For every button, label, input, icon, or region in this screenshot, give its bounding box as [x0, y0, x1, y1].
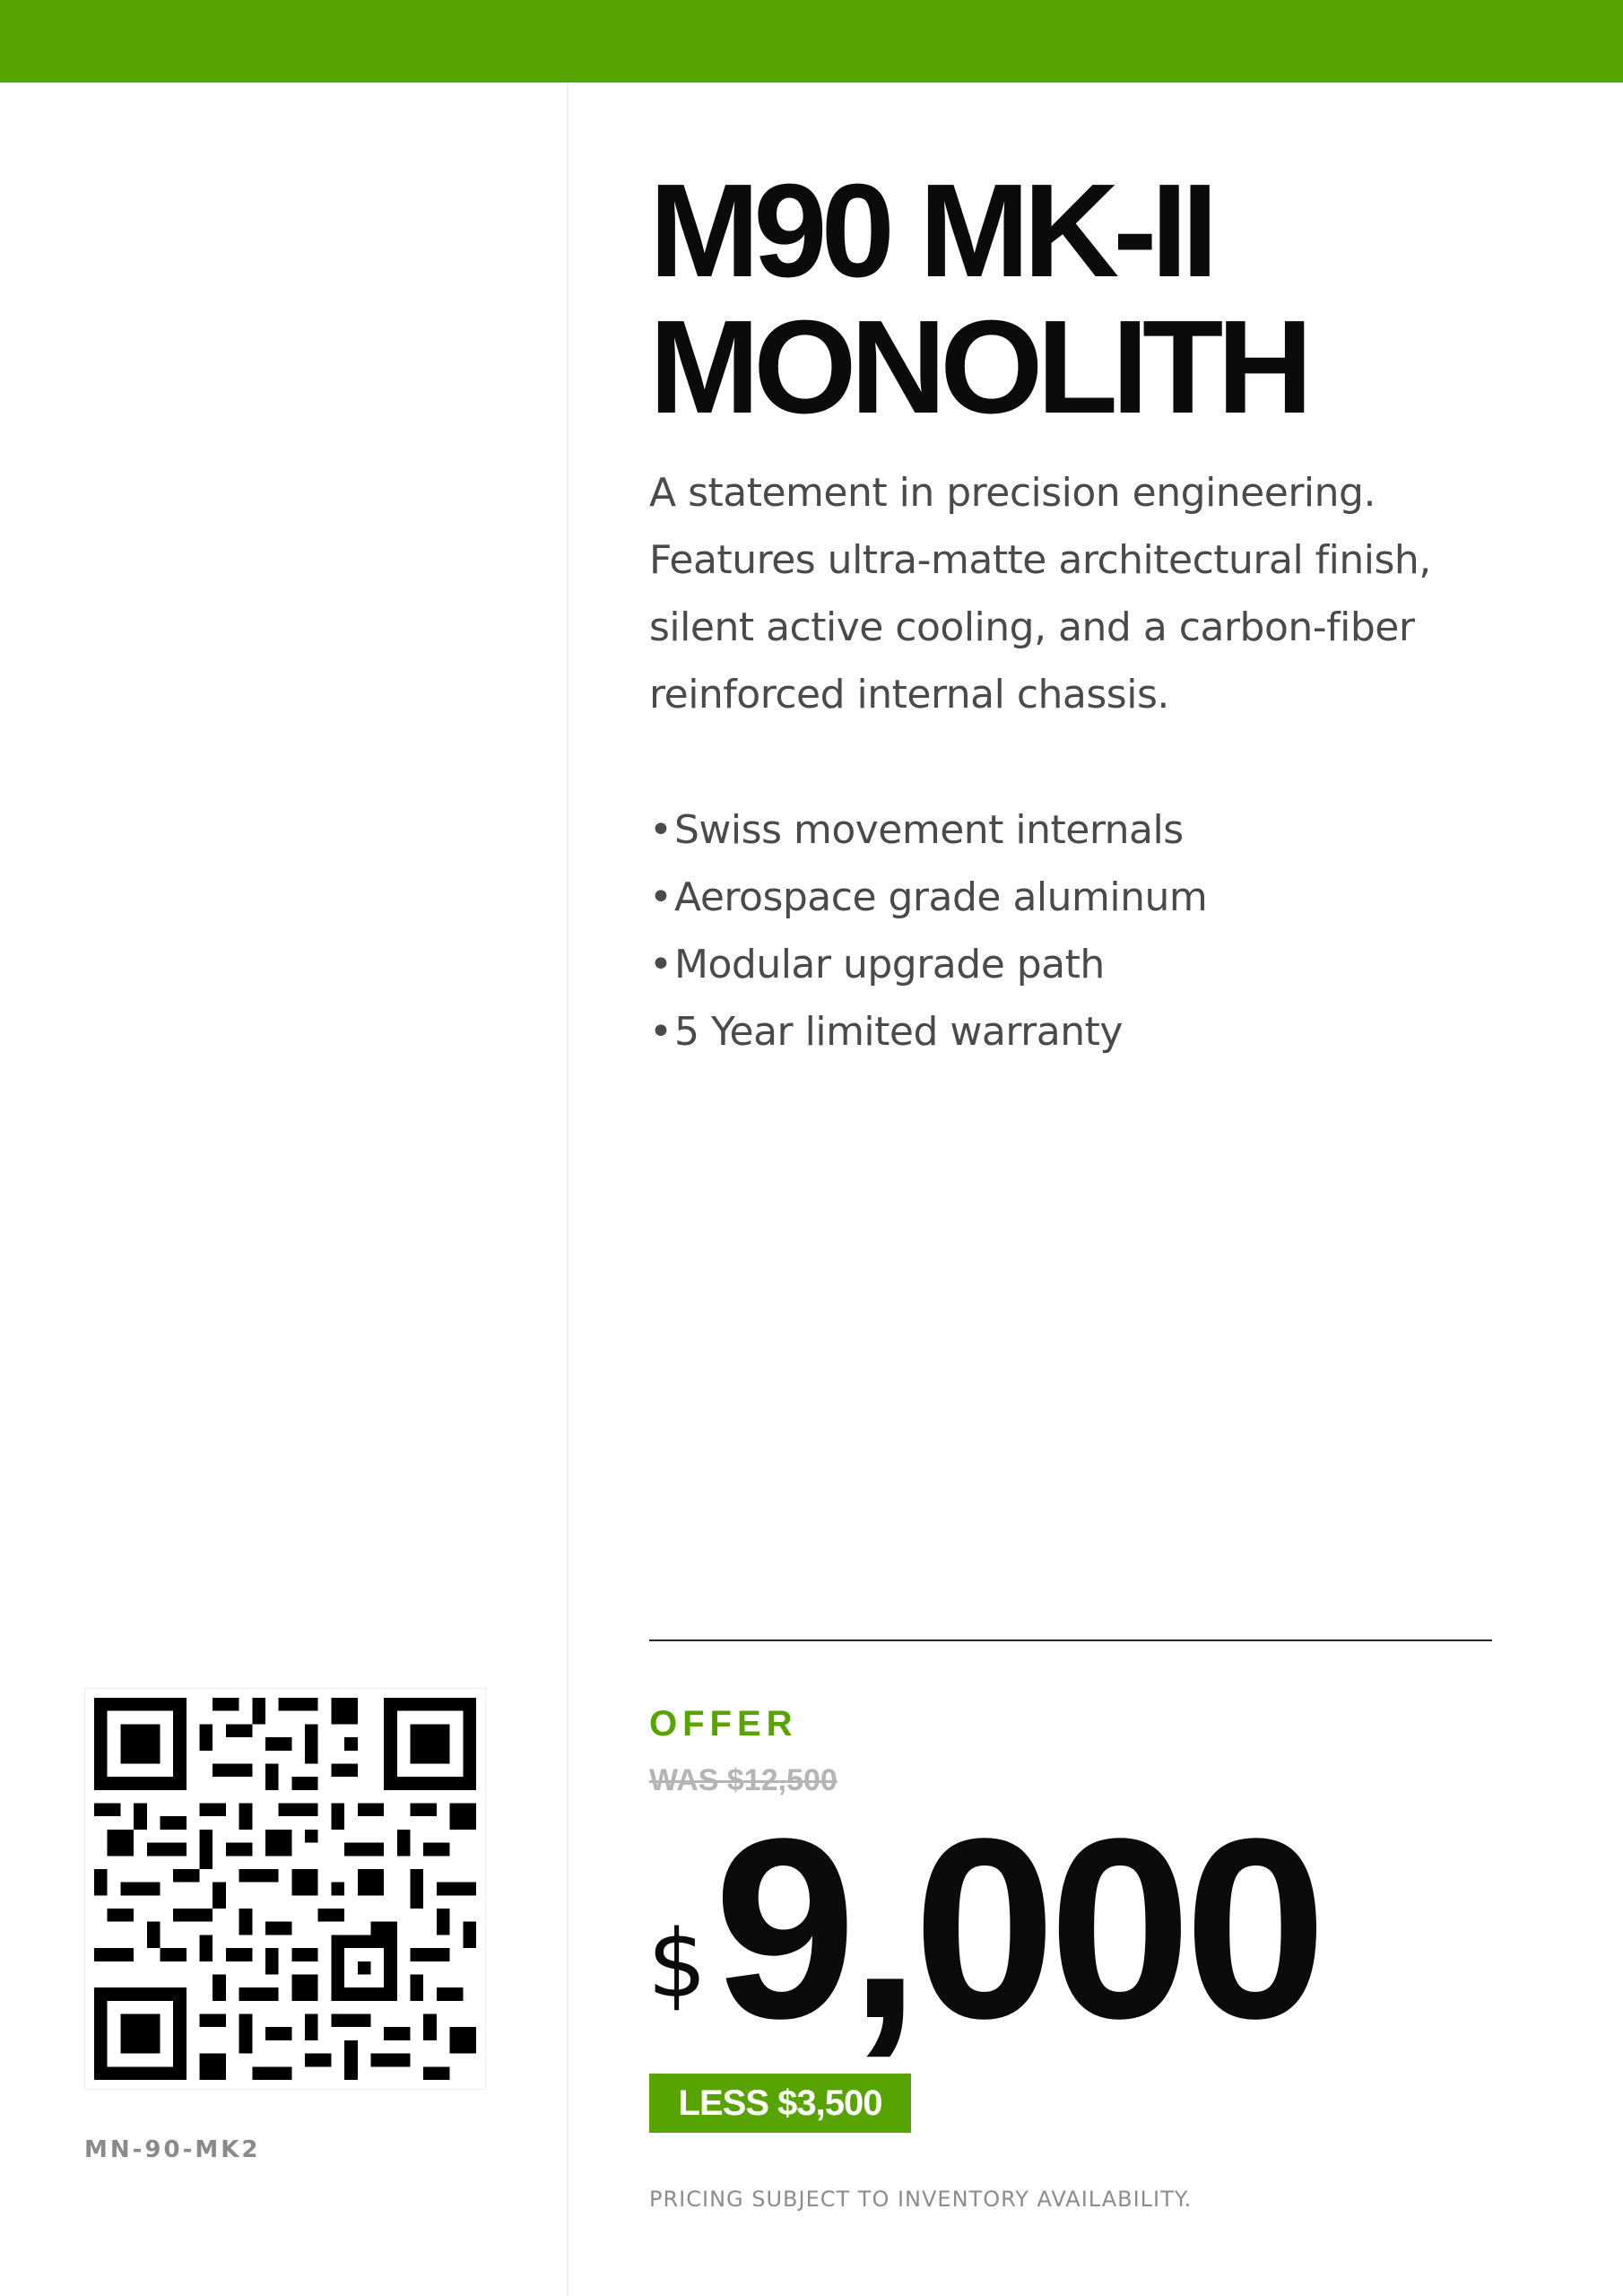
feature-text: Swiss movement internals — [674, 807, 1184, 853]
currency-symbol: $ — [647, 1909, 707, 2019]
feature-text: 5 Year limited warranty — [674, 1009, 1123, 1055]
feature-item — [649, 931, 1207, 998]
pricing-disclaimer: PRICING SUBJECT TO INVENTORY AVAILABILITY. — [649, 2187, 1193, 2212]
qr-code-graphic — [94, 1698, 476, 2080]
bullet-icon: • — [649, 874, 673, 920]
product-title-line2: MONOLITH — [649, 293, 1307, 441]
feature-item — [649, 796, 1207, 864]
product-description — [649, 459, 1582, 728]
feature-text: Aerospace grade aluminum — [674, 874, 1208, 920]
bullet-icon: • — [649, 807, 673, 853]
sku-code: MN-90-MK2 — [84, 2136, 261, 2163]
description-line: Features ultra-matte architectural finish, — [649, 537, 1431, 583]
feature-list — [649, 796, 1207, 1065]
qr-code-icon[interactable] — [84, 1688, 486, 2090]
top-accent-bar — [0, 0, 1623, 83]
column-divider — [567, 83, 568, 2296]
discount-badge: LESS $3,500 — [649, 2074, 911, 2133]
bullet-icon: • — [649, 1009, 673, 1055]
bullet-icon: • — [649, 942, 673, 987]
feature-item — [649, 864, 1207, 931]
feature-text: Modular upgrade path — [674, 942, 1105, 987]
offer-price: 9,000 — [714, 1785, 1320, 2072]
description-line: reinforced internal chassis. — [649, 672, 1169, 718]
product-title-line1: M90 MK-II — [649, 157, 1212, 305]
offer-label: OFFER — [649, 1704, 798, 1744]
product-title — [649, 157, 1564, 441]
was-price: WAS $12,500 — [649, 1763, 838, 1797]
description-line: silent active cooling, and a carbon-fiber — [649, 604, 1415, 650]
feature-item — [649, 998, 1207, 1065]
pricing-divider — [649, 1639, 1492, 1641]
description-line: A statement in precision engineering. — [649, 470, 1376, 516]
